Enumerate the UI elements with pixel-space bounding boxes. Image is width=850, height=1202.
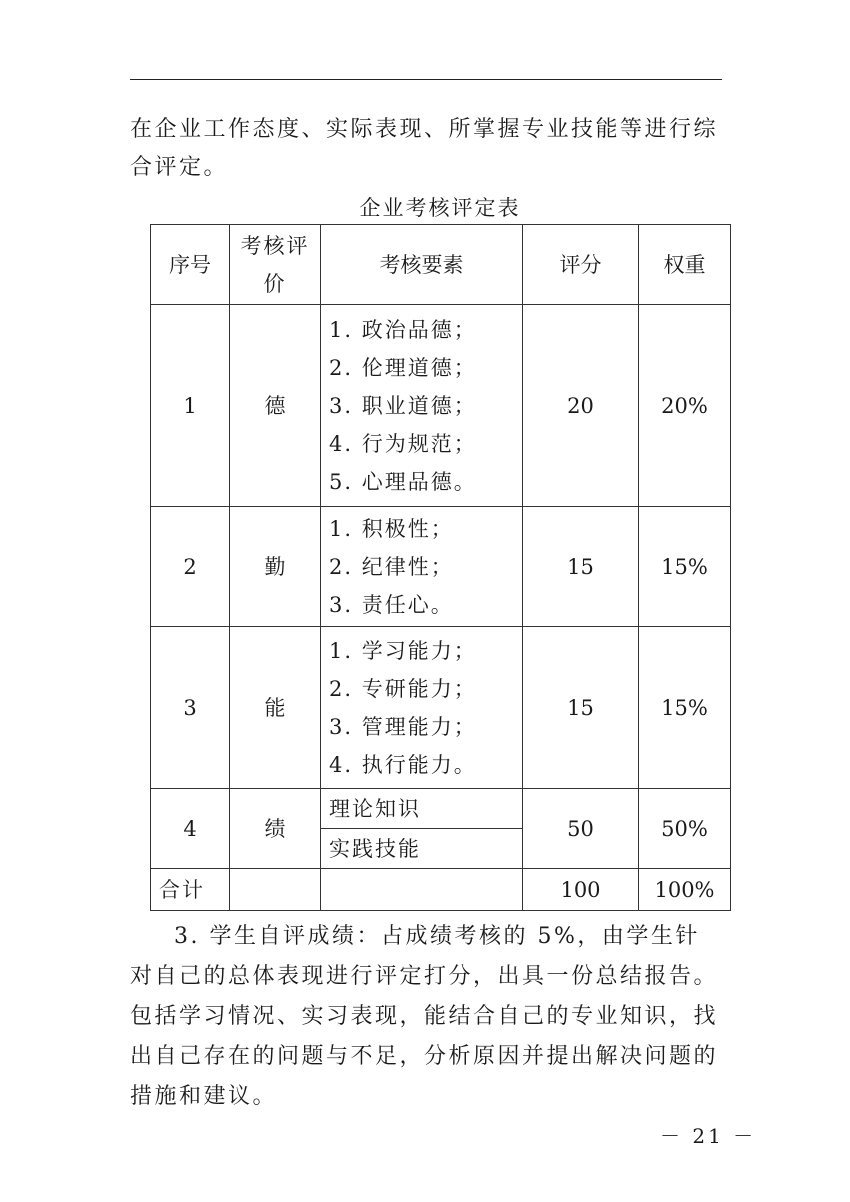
list-item: 2. 纪律性； <box>329 554 454 579</box>
row-items <box>321 507 523 627</box>
row-score: 15 <box>523 627 639 789</box>
total-score: 100 <box>523 869 639 911</box>
table-row <box>151 789 731 829</box>
list-item: 1. 政治品德； <box>329 317 477 342</box>
list-item: 2. 专研能力； <box>329 676 477 701</box>
row-subitem: 理论知识 <box>321 789 523 829</box>
table-caption: 企业考核评定表 <box>359 196 521 220</box>
list-item: 2. 伦理道德； <box>329 355 477 380</box>
header-rule <box>130 79 722 80</box>
table-row <box>151 507 731 627</box>
intro-paragraph: 在企业工作态度、实际表现、所掌握专业技能等进行综合评定。 <box>130 117 719 180</box>
row-items <box>321 305 523 507</box>
row-category: 德 <box>230 305 321 507</box>
list-item: 3. 责任心。 <box>329 592 454 617</box>
total-empty-cell <box>230 869 321 911</box>
row-category: 能 <box>230 627 321 789</box>
row-score: 15 <box>523 507 639 627</box>
total-weight: 100% <box>639 869 731 911</box>
row-score: 50 <box>523 789 639 869</box>
total-empty-cell <box>321 869 523 911</box>
row-weight: 15% <box>639 627 731 789</box>
header-index: 序号 <box>151 225 230 305</box>
header-category <box>230 225 321 305</box>
header-elements: 考核要素 <box>321 225 523 305</box>
row-index: 2 <box>151 507 230 627</box>
table-header-row <box>151 225 731 305</box>
header-weight: 权重 <box>639 225 731 305</box>
row-weight: 50% <box>639 789 731 869</box>
header-score: 评分 <box>523 225 639 305</box>
self-evaluation-paragraph: 3. 学生自评成绩：占成绩考核的 5%，由学生针对自己的总体表现进行评定打分，出具一份总结报告。包括学习情况、实习表现，能结合自己的专业知识，找出自己存在的问题与不足，分析原因并提出解决问题的措施和建议。 <box>130 924 719 1109</box>
page-number: － 21 － <box>660 1124 757 1148</box>
list-item: 1. 积极性； <box>329 516 454 541</box>
list-item: 3. 职业道德； <box>329 393 477 418</box>
row-weight: 15% <box>639 507 731 627</box>
assessment-table <box>150 224 731 911</box>
row-weight: 20% <box>639 305 731 507</box>
list-item: 5. 心理品德。 <box>329 469 477 494</box>
row-score: 20 <box>523 305 639 507</box>
list-item: 1. 学习能力； <box>329 638 477 663</box>
row-index: 1 <box>151 305 230 507</box>
total-row <box>151 869 731 911</box>
row-category: 勤 <box>230 507 321 627</box>
list-item: 4. 执行能力。 <box>329 752 477 777</box>
row-index: 4 <box>151 789 230 869</box>
row-subitem: 实践技能 <box>321 829 523 869</box>
list-item: 3. 管理能力； <box>329 714 477 739</box>
row-index: 3 <box>151 627 230 789</box>
row-category: 绩 <box>230 789 321 869</box>
table-row <box>151 305 731 507</box>
list-item: 4. 行为规范； <box>329 431 477 456</box>
row-items <box>321 627 523 789</box>
table-row <box>151 627 731 789</box>
header-category-text: 考核评价 <box>240 233 310 296</box>
total-label: 合计 <box>151 869 230 911</box>
